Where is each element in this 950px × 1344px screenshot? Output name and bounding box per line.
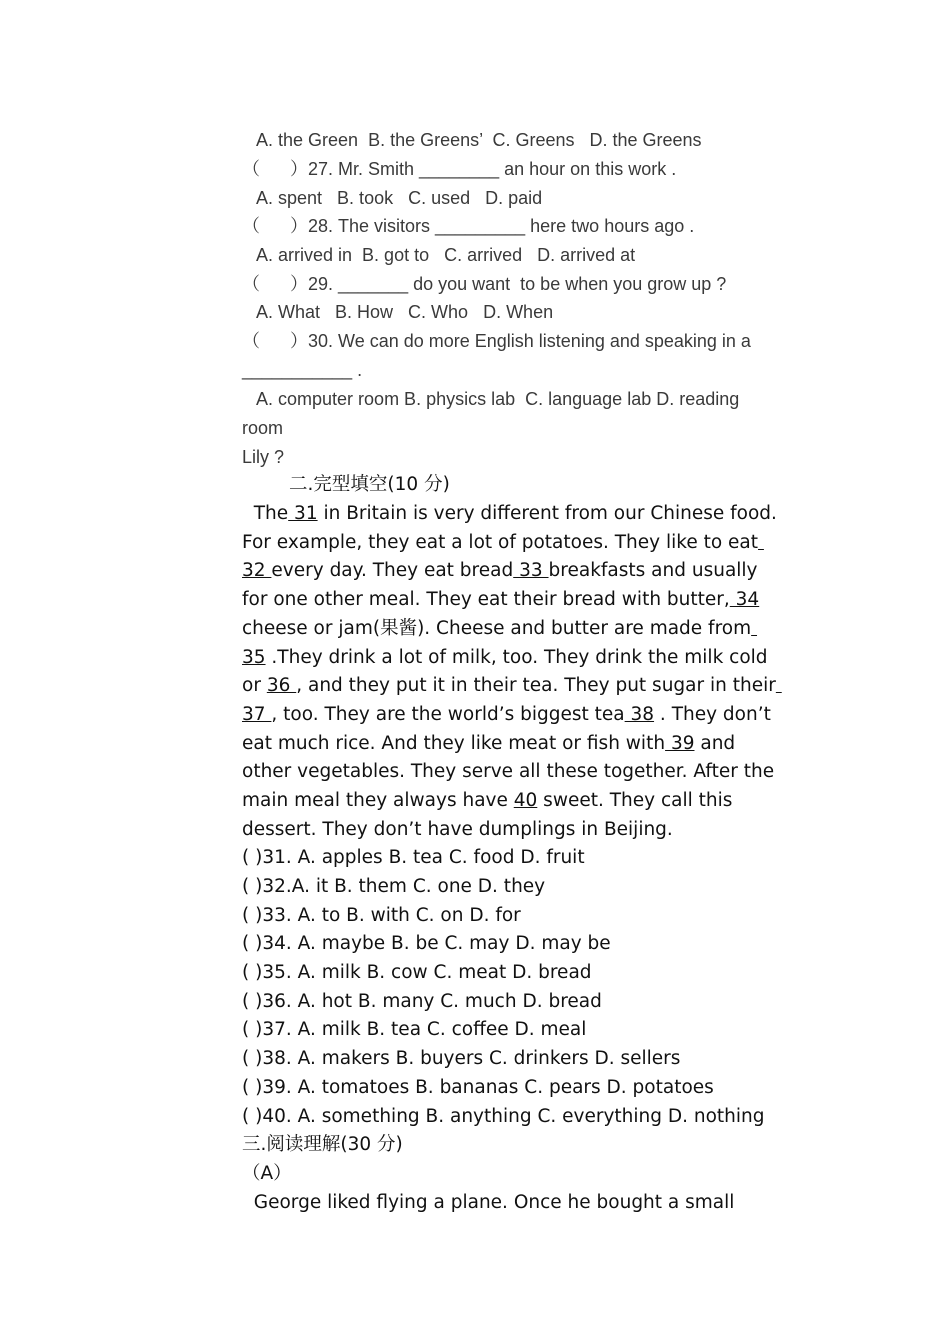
reading-section-label: （A） — [242, 1163, 292, 1184]
q30-options-continued: room — [242, 418, 284, 438]
q30-blank: ___________ . — [242, 360, 363, 380]
blank-32: 32 — [242, 560, 272, 581]
cloze-question: ( )35. A. milk B. cow C. meat D. bread — [242, 962, 592, 983]
q30-options: A. computer room B. physics lab C. language lab D. reading — [242, 389, 740, 409]
passage-line: For example, they eat a lot of potatoes. They like to eat — [242, 532, 759, 553]
cloze-question: ( )38. A. makers B. buyers C. drinkers D. sellers — [242, 1048, 681, 1069]
question-27: （ ）27. Mr. Smith ________ an hour on this work . — [242, 159, 677, 179]
question-30: （ ）30. We can do more English listening and speaking in a — [242, 331, 751, 351]
blank-40: 40 — [513, 790, 538, 811]
passage-line: cheese or jam(果酱). Cheese and butter are made from — [242, 618, 752, 639]
q28-options: A. arrived in B. got to C. arrived D. arrived at — [242, 245, 636, 265]
blank-36: 36 — [266, 675, 297, 696]
cloze-question: ( )37. A. milk B. tea C. coffee D. meal — [242, 1019, 587, 1040]
cloze-question: ( )34. A. maybe B. be C. may D. may be — [242, 933, 611, 954]
cloze-heading: 二.完型填空(10 分) — [242, 474, 450, 495]
passage-line: other vegetables. They serve all these together. After the — [242, 761, 775, 782]
cloze-question: ( )39. A. tomatoes B. bananas C. pears D. potatoes — [242, 1077, 714, 1098]
cloze-question: ( )40. A. something B. anything C. everything D. nothing — [242, 1106, 765, 1127]
cloze-question: ( )31. A. apples B. tea C. food D. fruit — [242, 847, 585, 868]
passage-line: 35 .They drink a lot of milk, too. They drink the milk cold — [242, 647, 768, 668]
blank-35: 35 — [242, 647, 266, 668]
passage-line: eat much rice. And they like meat or fish with 39 and — [242, 733, 736, 754]
passage-line: 37 , too. They are the world’s biggest tea 38 . They don’t — [242, 704, 771, 725]
cloze-question: ( )36. A. hot B. many C. much D. bread — [242, 991, 602, 1012]
q27-options: A. spent B. took C. used D. paid — [242, 188, 543, 208]
cloze-question: ( )33. A. to B. with C. on D. for — [242, 905, 521, 926]
passage-line: The 31 in Britain is very different from our Chinese food. — [242, 503, 777, 524]
reading-heading: 三.阅读理解(30 分) — [242, 1134, 403, 1155]
passage-line: main meal they always have 40 sweet. They call this — [242, 790, 733, 811]
blank-31: 31 — [288, 503, 318, 524]
passage-line: or 36 , and they put it in their tea. They put sugar in their — [242, 675, 776, 696]
stray-text: Lily ? — [242, 447, 285, 467]
q26-options: A. the Green B. the Greens’ C. Greens D. the Greens — [242, 130, 702, 150]
passage-line: dessert. They don’t have dumplings in Beijing. — [242, 819, 673, 840]
blank-37: 37 — [242, 704, 272, 725]
q29-options: A. What B. How C. Who D. When — [242, 302, 554, 322]
question-28: （ ）28. The visitors _________ here two hours ago . — [242, 216, 695, 236]
blank-34: 34 — [729, 589, 760, 610]
passage-line: 32 every day. They eat bread 33 breakfasts and usually — [242, 560, 758, 581]
reading-first-line: George liked flying a plane. Once he bought a small — [242, 1192, 735, 1213]
blank-38: 38 — [624, 704, 655, 725]
passage-line: for one other meal. They eat their bread with butter, 34 — [242, 589, 760, 610]
blank-33: 33 — [513, 560, 549, 581]
question-29: （ ）29. _______ do you want to be when you grow up ? — [242, 274, 727, 294]
cloze-question: ( )32.A. it B. them C. one D. they — [242, 876, 546, 897]
blank-39: 39 — [665, 733, 695, 754]
